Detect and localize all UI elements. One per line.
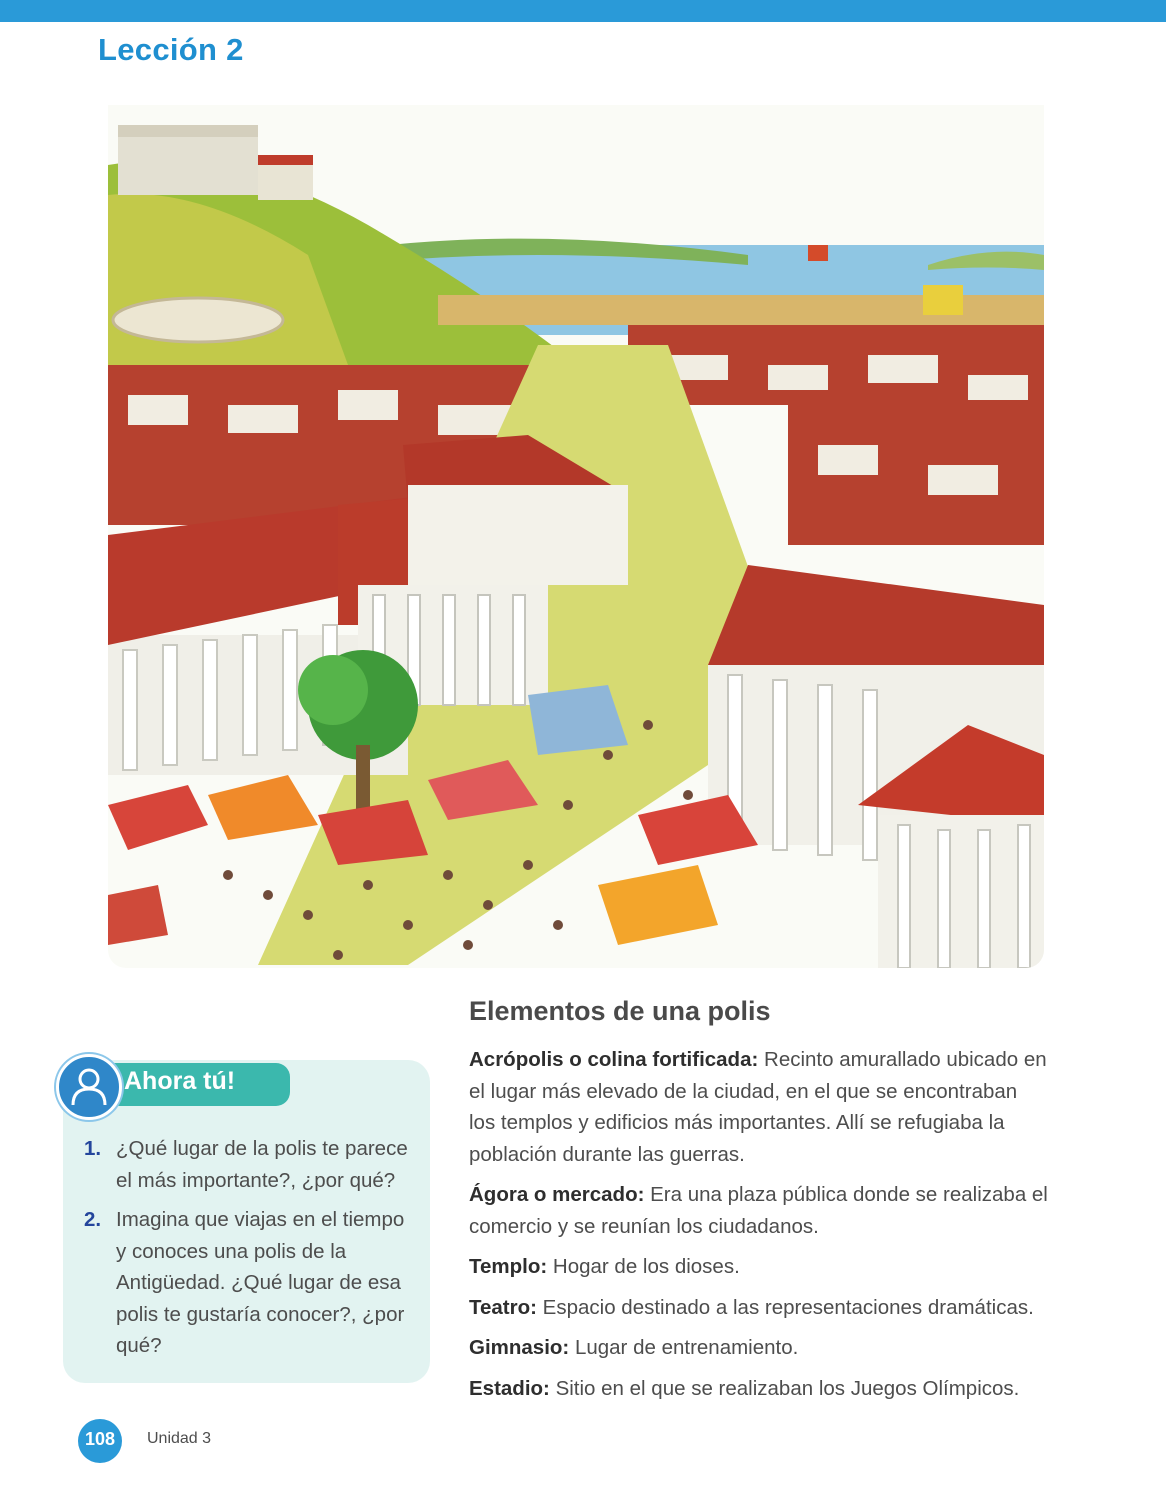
activity-title: Ahora tú! [124,1067,236,1095]
definition-term: Gimnasio: [469,1336,570,1359]
definition-text: Era una plaza pública donde se realizaba el comercio y se reunían los ciudadanos. [469,1183,1048,1238]
question-number: 2. [84,1208,102,1231]
lesson-title: Lección 2 [98,32,244,67]
definition-term: Teatro: [469,1295,537,1319]
definition-templo [469,1251,1049,1283]
unit-label: Unidad 3 [147,1430,212,1447]
activity-questions [84,1133,414,1370]
definition-text: Lugar de entrenamiento. [569,1336,799,1359]
definition-agora [469,1179,1049,1242]
section-heading: Elementos de una polis [469,996,771,1026]
definition-estadio [469,1373,1049,1405]
polis-illustration [108,105,1044,968]
question-item [84,1133,414,1196]
definitions-list [469,1044,1049,1413]
definition-term: Acrópolis o colina fortificada: [469,1048,759,1071]
definition-acropolis [469,1044,1049,1170]
question-text: ¿Qué lugar de la polis te parece el más importante?, ¿por qué? [116,1137,408,1192]
definition-term: Ágora o mercado: [469,1183,645,1206]
definition-text: Sitio en el que se realizaban los Juegos Olímpicos. [549,1376,1020,1400]
top-color-bar [0,0,1166,22]
person-icon [56,1054,122,1120]
page-number: 108 [84,1429,116,1449]
question-item [84,1204,414,1362]
definition-term: Templo: [469,1255,548,1278]
definition-text: Espacio destinado a las representaciones dramáticas. [536,1295,1034,1319]
question-number: 1. [84,1137,102,1160]
ancient-city-image [108,105,1044,968]
definition-teatro [469,1292,1049,1324]
question-text: Imagina que viajas en el tiempo y conoces una polis de la Antigüedad. ¿Qué lugar de esa polis te gustaría conocer?, ¿por qué? [116,1208,405,1357]
definition-text: Hogar de los dioses. [547,1255,740,1278]
definition-term: Estadio: [469,1376,550,1400]
definition-text: Recinto amurallado ubicado en el lugar más elevado de la ciudad, en el que se encontraban los templos y edificios más importantes. Allí se refugiaba la población durante las guerras. [469,1048,1047,1166]
definition-gimnasio [469,1332,1049,1364]
